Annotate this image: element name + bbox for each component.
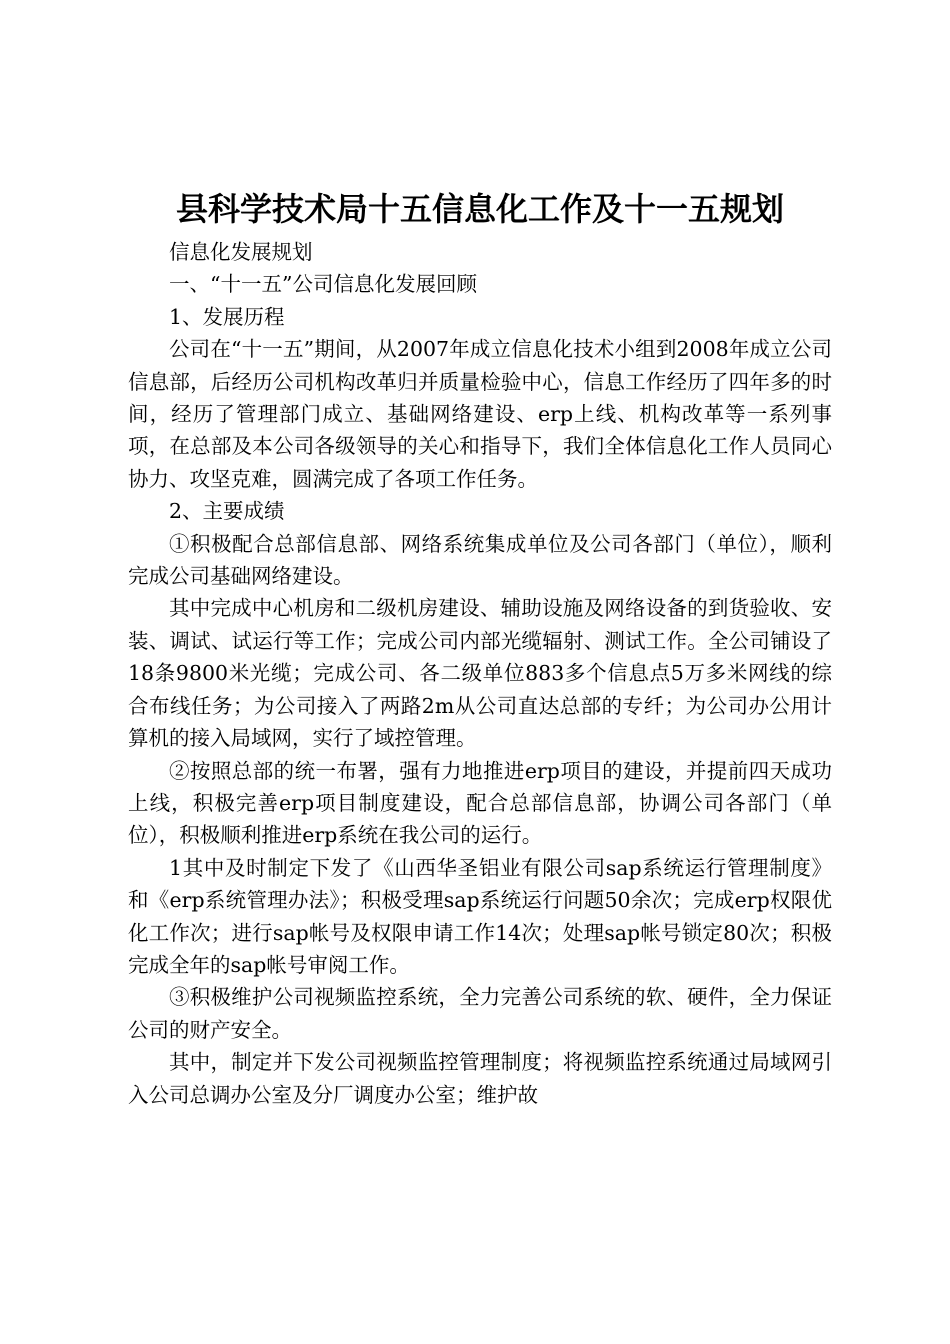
paragraph-achievement-2: ②按照总部的统一布署，强有力地推进erp项目的建设，并提前四天成功上线，积极完善erp项目制度建设，配合总部信息部，协调公司各部门（单位），积极顺利推进erp系统在我公司的运行。 — [128, 758, 832, 848]
paragraph-achievement-3-detail: 其中，制定并下发公司视频监控管理制度；将视频监控系统通过局域网引入公司总调办公室及分厂调度办公室；维护故 — [128, 1050, 832, 1107]
paragraph-achievement-3: ③积极维护公司视频监控系统，全力完善公司系统的软、硬件，全力保证公司的财产安全。 — [128, 985, 832, 1042]
paragraph-subheading-achievements: 2、主要成绩 — [169, 499, 285, 524]
paragraph-achievement-1-detail: 其中完成中心机房和二级机房建设、辅助设施及网络设备的到货验收、安装、调试、试运行等工作；完成公司内部光缆辐射、测试工作。全公司铺设了18条9800米光缆；完成公司、各二级单位883多个信息点5万多米网线的综合布线任务；为公司接入了两路2m从公司直达总部的专纤；为公司办公用计算机的接入局域网，实行了域控管理。 — [128, 596, 832, 751]
paragraph-achievement-2-detail: 1其中及时制定下发了《山西华圣铝业有限公司sap系统运行管理制度》和《erp系统管理办法》；积极受理sap系统运行问题50余次；完成erp权限优化工作次；进行sap帐号及权限申请工作14次；处理sap帐号锁定80次；积极完成全年的sap帐号审阅工作。 — [128, 855, 832, 977]
paragraph-history-text: 公司在“十一五”期间，从2007年成立信息化技术小组到2008年成立公司信息部，后经历公司机构改革归并质量检验中心，信息工作经历了四年多的时间，经历了管理部门成立、基础网络建设、erp上线、机构改革等一系列事项，在总部及本公司各级领导的关心和指导下，我们全体信息化工作人员同心协力、攻坚克难，圆满完成了各项工作任务。 — [128, 337, 832, 491]
document-body — [128, 236, 832, 1111]
paragraph-subheading-history: 1、发展历程 — [169, 304, 285, 329]
document-title: 县科学技术局十五信息化工作及十一五规划 — [175, 190, 784, 228]
paragraph-section-heading: 信息化发展规划 — [169, 240, 313, 264]
paragraph-chapter-heading: 一、“十一五”公司信息化发展回顾 — [169, 272, 477, 297]
paragraph-achievement-1: ①积极配合总部信息部、网络系统集成单位及公司各部门（单位），顺利完成公司基础网络建设。 — [128, 531, 832, 589]
